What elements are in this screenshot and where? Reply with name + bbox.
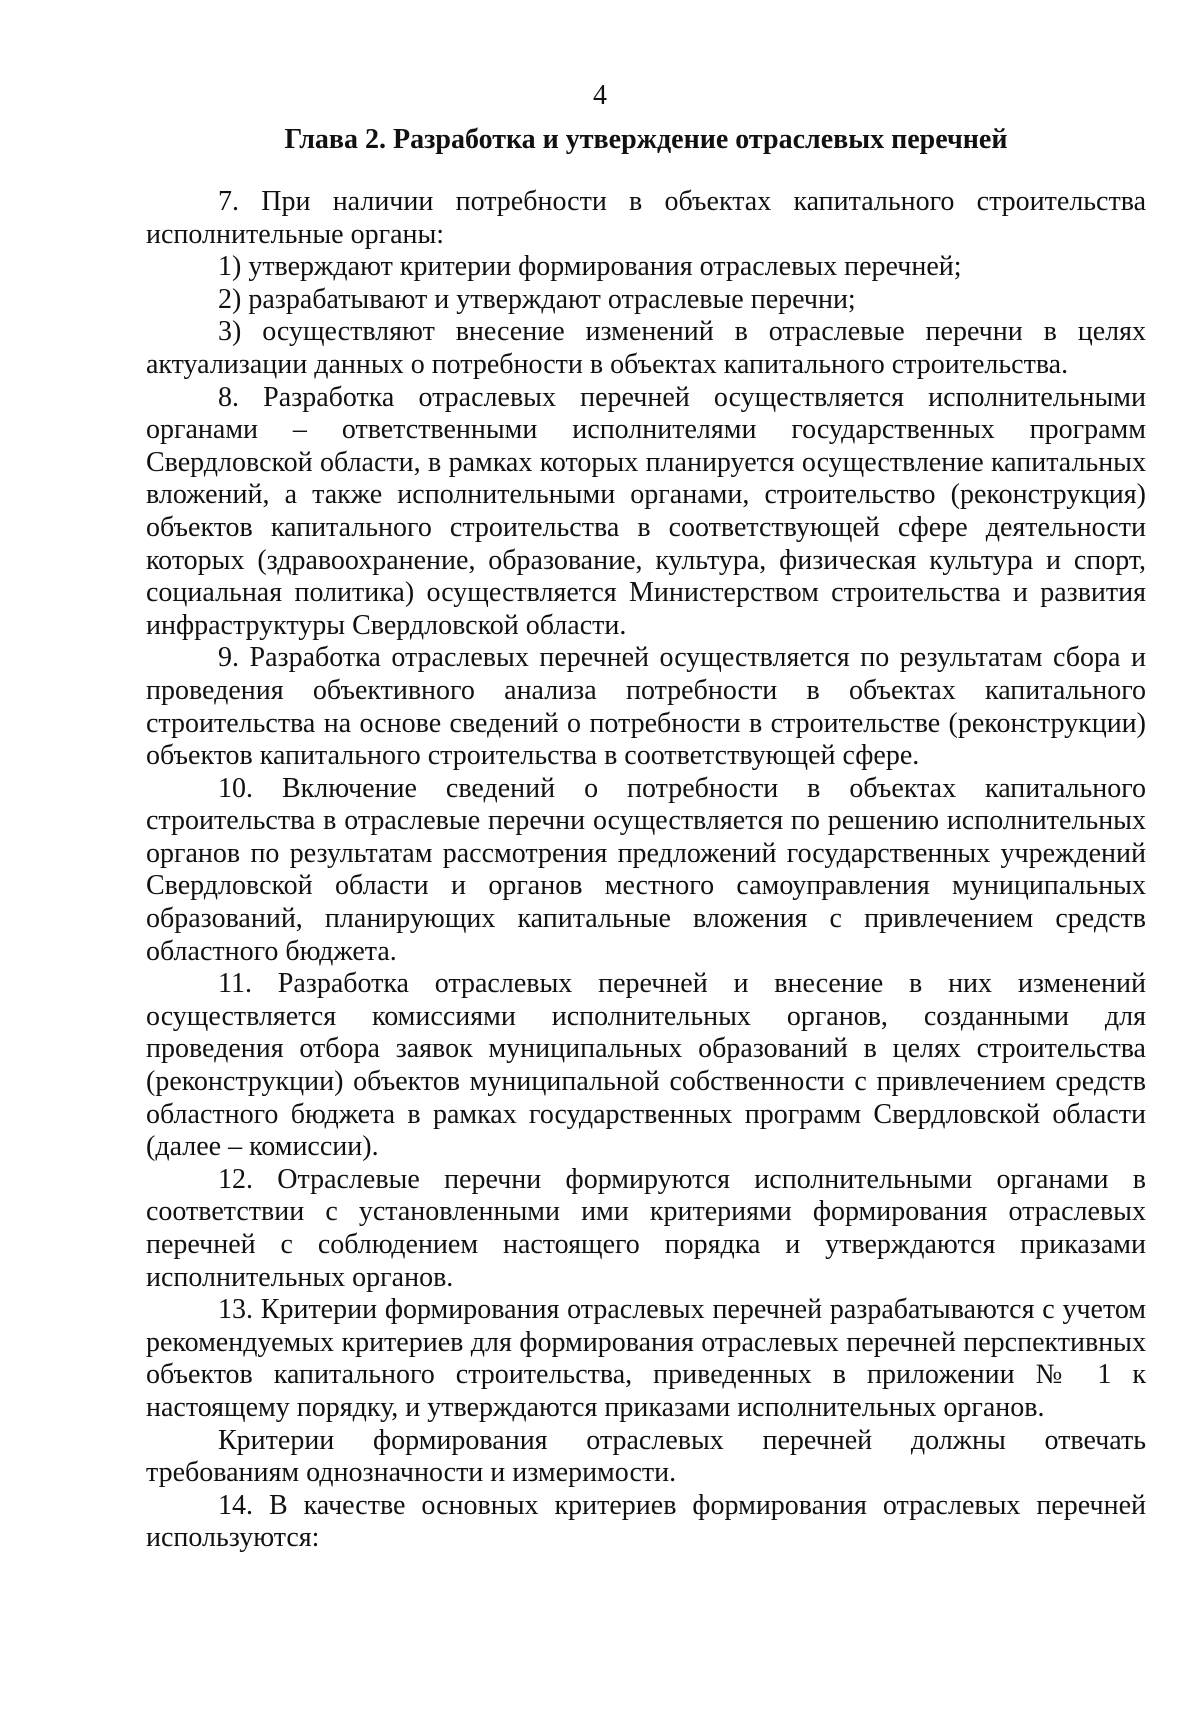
paragraph-item-14: 14. В качестве основных критериев формирования отраслевых перечней используются: — [146, 1489, 1146, 1554]
paragraph-item-9: 9. Разработка отраслевых перечней осуществляется по результатам сбора и проведения объективного анализа потребности в объектах капитального строительства на основе сведений о потребности в строительстве (реконструкции) объектов капитального строительства в соответствующей сфере. — [146, 642, 1146, 772]
paragraph-item-13-continued: Критерии формирования отраслевых перечней должны отвечать требованиям однозначности и измеримости. — [146, 1424, 1146, 1489]
paragraph-item-12: 12. Отраслевые перечни формируются исполнительными органами в соответствии с установленными ими критериями формирования отраслевых перечней с соблюдением настоящего порядка и утверждаются приказами исполнительных органов. — [146, 1163, 1146, 1293]
paragraph-subitem-2: 2) разрабатывают и утверждают отраслевые перечни; — [218, 283, 856, 315]
paragraph-item-13: 13. Критерии формирования отраслевых перечней разрабатываются с учетом рекомендуемых критериев для формирования отраслевых перечней перспективных объектов капитального строительства, приведенных в приложении № 1 к настоящему порядку, и утверждаются приказами исполнительных органов. — [146, 1294, 1146, 1423]
paragraph-item-8: 8. Разработка отраслевых перечней осуществляется исполнительными органами – ответственными исполнителями государственных программ Свердловской области, в рамках которых планируется осуществление капитальных вложений, а также исполнительными органами, строительство (реконструкция) объектов капитального строительства в соответствующей сфере деятельности которых (здравоохранение, образование, культура, физическая культура и спорт, социальная политика) осуществляется Министерством строительства и развития инфраструктуры Свердловской области. — [146, 381, 1146, 641]
document-body — [146, 186, 1146, 1555]
paragraph-subitem-1: 1) утверждают критерии формирования отраслевых перечней; — [218, 251, 962, 283]
paragraph-item-11: 11. Разработка отраслевых перечней и внесение в них изменений осуществляется комиссиями исполнительных органов, созданными для проведения отбора заявок муниципальных образований в целях строительства (реконструкции) объектов муниципальной собственности с привлечением средств областного бюджета в рамках государственных программ Свердловской области (далее – комиссии). — [146, 968, 1146, 1163]
paragraph-subitem-3: 3) осуществляют внесение изменений в отраслевые перечни в целях актуализации данных о потребности в объектах капитального строительства. — [146, 316, 1146, 380]
paragraph-item-7: 7. При наличии потребности в объектах капитального строительства исполнительные органы: — [146, 186, 1146, 250]
paragraph-item-10: 10. Включение сведений о потребности в объектах капитального строительства в отраслевые перечни осуществляется по решению исполнительных органов по результатам рассмотрения предложений государственных учреждений Свердловской области и органов местного самоуправления муниципальных образований, планирующих капитальные вложения с привлечением средств областного бюджета. — [146, 772, 1146, 967]
chapter-title: Глава 2. Разработка и утверждение отраслевых перечней — [284, 124, 1008, 155]
page-number: 4 — [593, 80, 607, 111]
